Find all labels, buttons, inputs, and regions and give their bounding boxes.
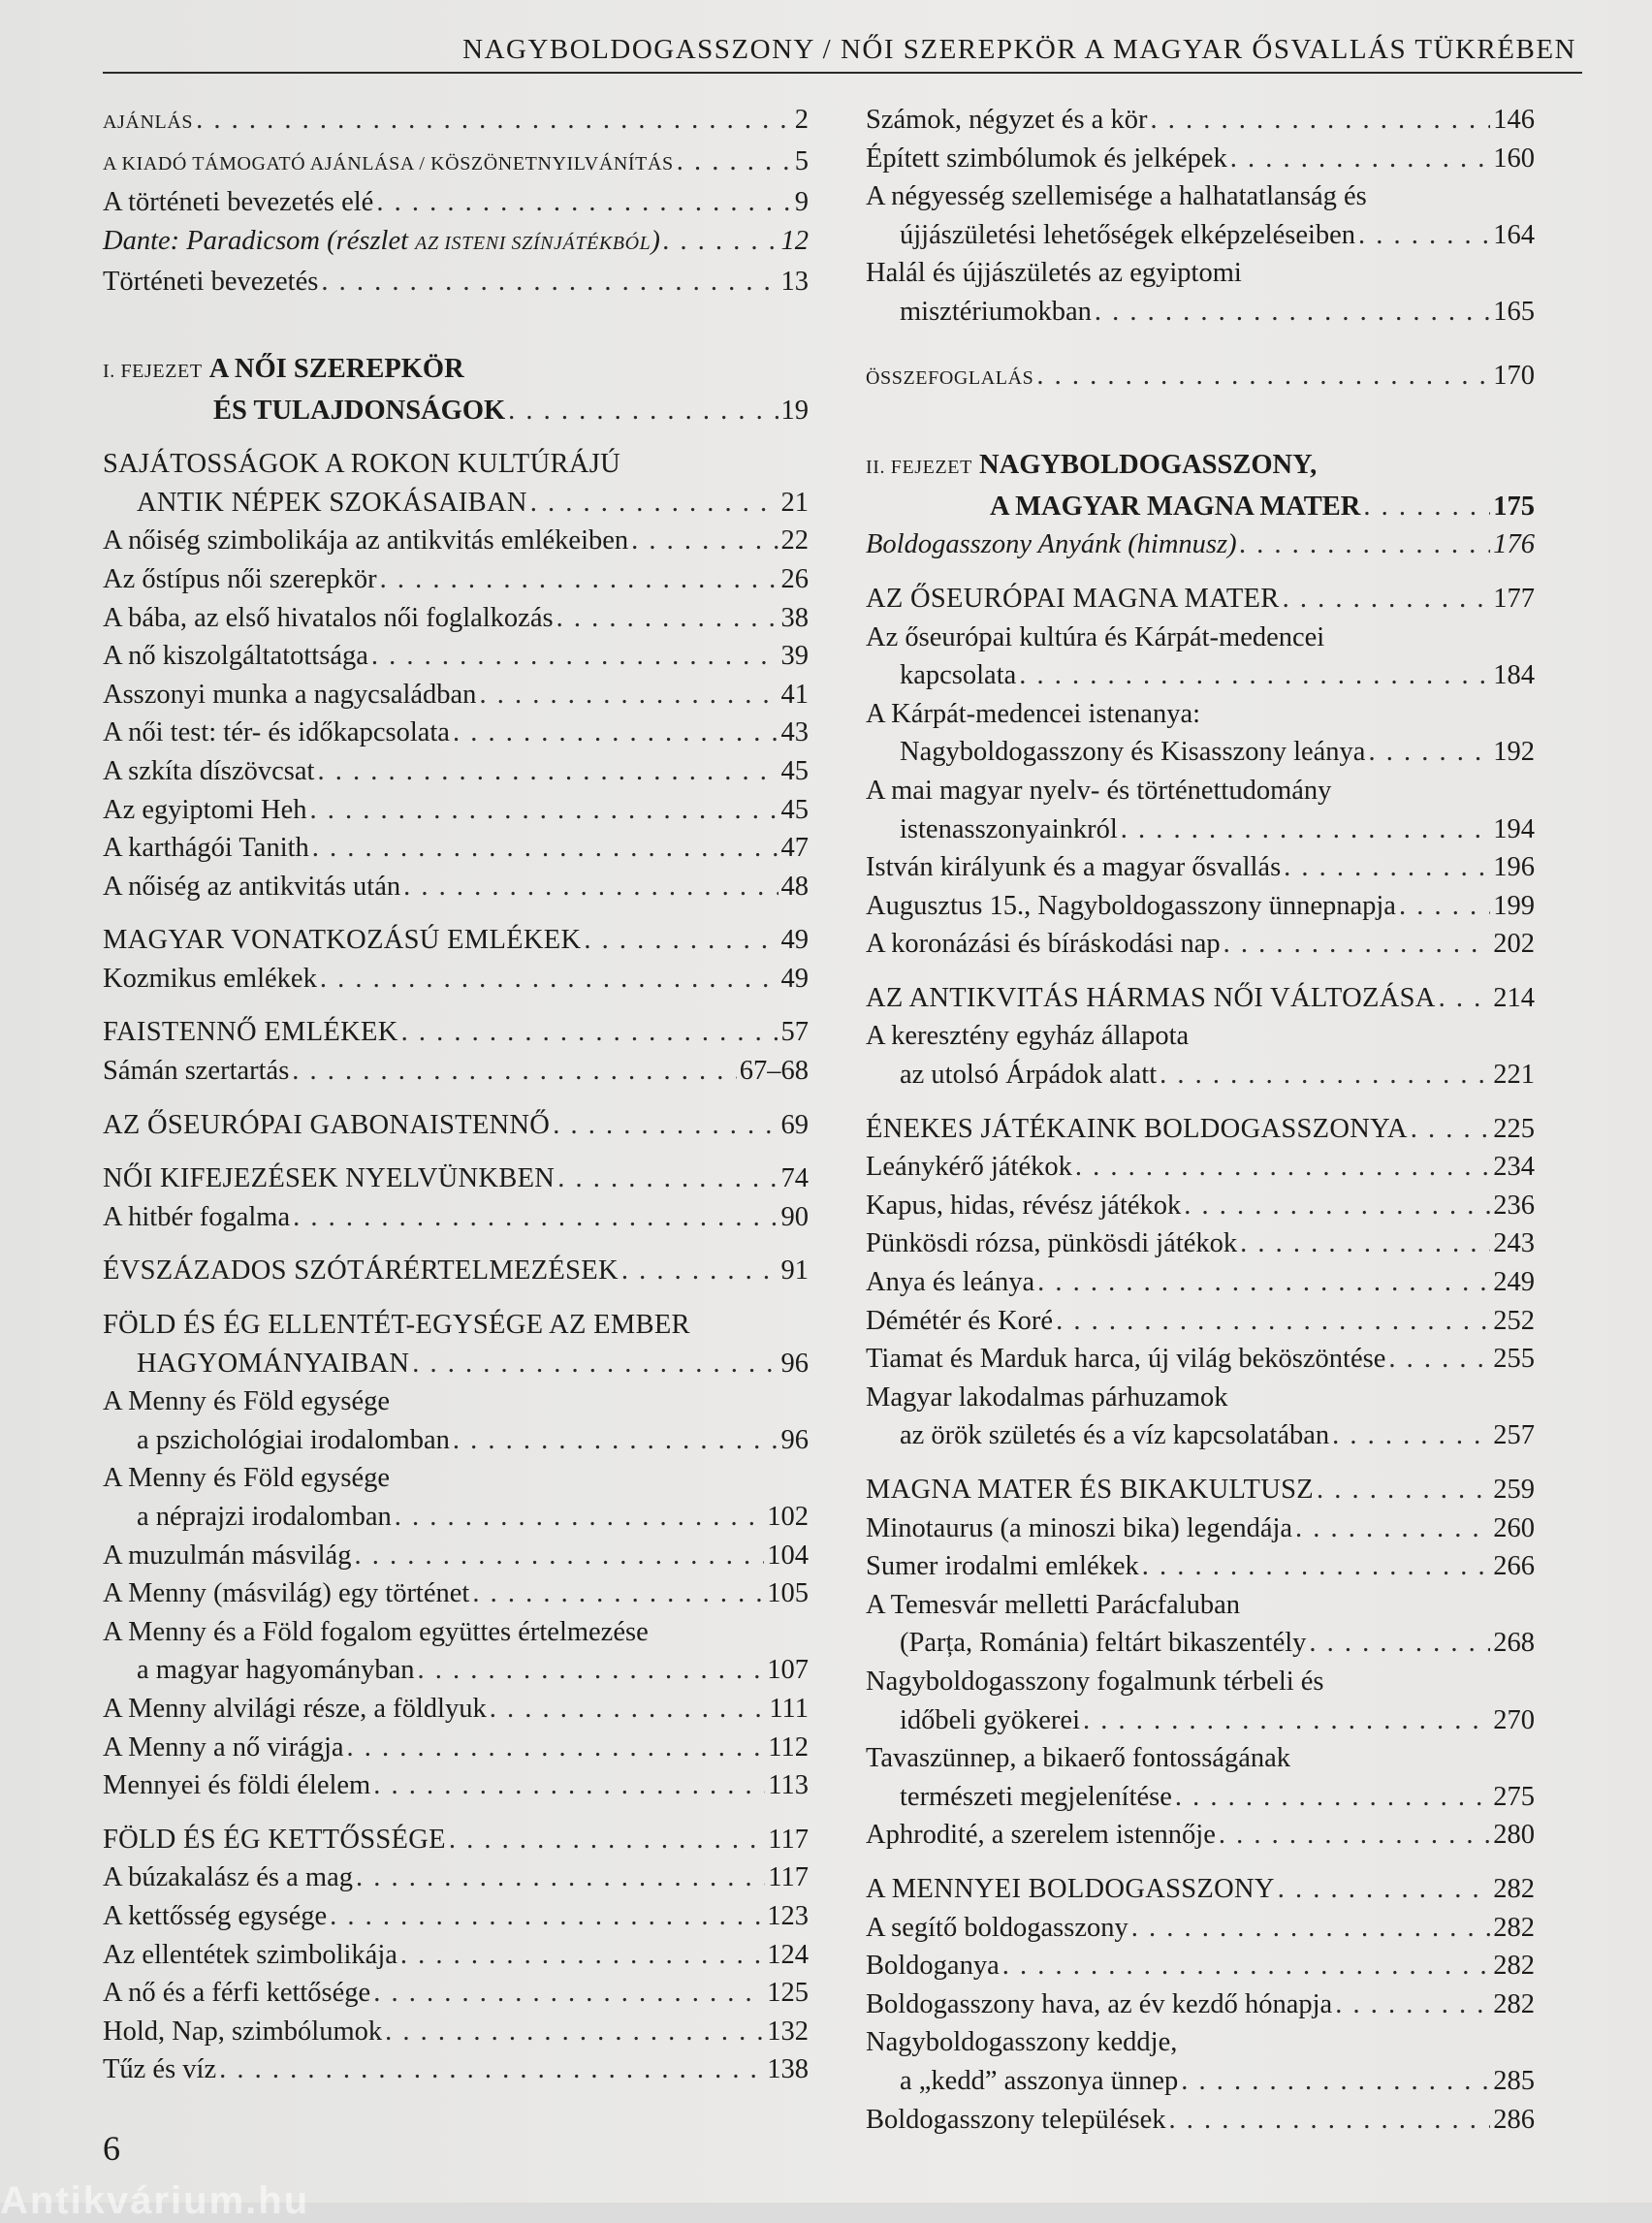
toc-entry: Tavaszünnep, a bikaerő fontosságának természeti megjelenítése . . . 275 bbox=[866, 1739, 1535, 1816]
toc-right-column bbox=[866, 101, 1535, 2139]
toc-entry: Az egyiptomi Heh . . . 45 bbox=[103, 791, 809, 830]
toc-entry: Az őstípus női szerepkör . . . 26 bbox=[103, 560, 809, 599]
toc-entry: István királyunk és a magyar ősvallás . . . 196 bbox=[866, 848, 1535, 887]
toc-entry: Tűz és víz . . . 138 bbox=[103, 2050, 809, 2089]
toc-section: AZ ŐSEURÓPAI MAGNA MATER . . . 177 bbox=[866, 580, 1535, 619]
toc-entry: Minotaurus (a minoszi bika) legendája . . . 260 bbox=[866, 1509, 1535, 1548]
toc-entry: Halál és újjászületés az egyiptomi misztériumokban . . . 165 bbox=[866, 254, 1535, 331]
toc-entry: A Menny és a Föld fogalom együttes értelmezése a magyar hagyományban . . . 107 bbox=[103, 1613, 809, 1690]
page-number: 6 bbox=[103, 2129, 120, 2168]
running-header bbox=[103, 29, 1582, 74]
toc-entry: Dante: Paradicsom (részlet AZ ISTENI SZÍNJÁTÉKBÓL ) . . . 12 bbox=[103, 222, 809, 264]
toc-entry: A segítő boldogasszony . . . 282 bbox=[866, 1909, 1535, 1948]
toc-section: NŐI KIFEJEZÉSEK NYELVÜNKBEN . . . 74 bbox=[103, 1159, 809, 1198]
toc-entry: A koronázási és bíráskodási nap . . . 202 bbox=[866, 925, 1535, 964]
toc-chapter-heading: I. FEJEZET A NŐI SZEREPKÖR ÉS TULAJDONSÁGOK . . . 19 bbox=[103, 350, 809, 429]
toc-section: FÖLD ÉS ÉG ELLENTÉT-EGYSÉGE AZ EMBER HAGYOMÁNYAIBAN . . . 96 bbox=[103, 1306, 809, 1382]
toc-entry: Sumer irodalmi emlékek . . . 266 bbox=[866, 1547, 1535, 1586]
toc-section: ÉVSZÁZADOS SZÓTÁRÉRTELMEZÉSEK . . . 91 bbox=[103, 1252, 809, 1290]
toc-entry: A keresztény egyház állapota az utolsó Árpádok alatt . . . 221 bbox=[866, 1017, 1535, 1094]
toc-section: FÖLD ÉS ÉG KETTŐSSÉGE . . . 117 bbox=[103, 1821, 809, 1859]
toc-entry: Anya és leánya . . . 249 bbox=[866, 1263, 1535, 1302]
toc-entry: A búzakalász és a mag . . . 117 bbox=[103, 1858, 809, 1897]
toc-entry: Boldogasszony Anyánk (himnusz) . . . 176 bbox=[866, 525, 1535, 564]
toc-entry: Pünkösdi rózsa, pünkösdi játékok . . . 243 bbox=[866, 1224, 1535, 1263]
toc-entry: Boldogasszony hava, az év kezdő hónapja . . . 282 bbox=[866, 1985, 1535, 2024]
toc-entry: A Menny (másvilág) egy történet . . . 105 bbox=[103, 1574, 809, 1613]
toc-entry: A négyesség szellemisége a halhatatlanság és újjászületési lehetőségek elképzeléseiben . . . 164 bbox=[866, 177, 1535, 254]
toc-section: A MENNYEI BOLDOGASSZONY . . . 282 bbox=[866, 1870, 1535, 1909]
toc-entry: A karthágói Tanith . . . 47 bbox=[103, 829, 809, 868]
toc-entry: A nőiség az antikvitás után . . . 48 bbox=[103, 868, 809, 906]
toc-section: SAJÁTOSSÁGOK A ROKON KULTÚRÁJÚ ANTIK NÉPEK SZOKÁSAIBAN . . . 21 bbox=[103, 445, 809, 522]
toc-chapter-heading: II. FEJEZET NAGYBOLDOGASSZONY, A MAGYAR MAGNA MATER . . . 175 bbox=[866, 446, 1535, 525]
toc-entry: Kozmikus emlékek . . . 49 bbox=[103, 960, 809, 999]
toc-entry: Sámán szertartás . . . 67–68 bbox=[103, 1052, 809, 1091]
toc-entry: Számok, négyzet és a kör . . . 146 bbox=[866, 101, 1535, 140]
toc-section: MAGNA MATER ÉS BIKAKULTUSZ . . . 259 bbox=[866, 1471, 1535, 1509]
toc-entry: Démétér és Koré . . . 252 bbox=[866, 1302, 1535, 1341]
toc-entry: Leánykérő játékok . . . 234 bbox=[866, 1148, 1535, 1187]
toc-entry: A Menny alvilági része, a földlyuk . . . 111 bbox=[103, 1690, 809, 1729]
toc-entry: Történeti bevezetés . . . 13 bbox=[103, 263, 809, 302]
toc-entry: A Temesvár melletti Parácfaluban (Parța, Románia) feltárt bikaszentély . . . 268 bbox=[866, 1586, 1535, 1663]
watermark: Antikvárium.hu bbox=[0, 2179, 310, 2222]
toc-entry: A muzulmán másvilág . . . 104 bbox=[103, 1537, 809, 1575]
toc-section: AZ ŐSEURÓPAI GABONAISTENNŐ . . . 69 bbox=[103, 1106, 809, 1145]
toc-entry: Aphrodité, a szerelem istennője . . . 280 bbox=[866, 1816, 1535, 1855]
toc-entry: Nagyboldogasszony keddje, a „kedd” asszonya ünnep . . . 285 bbox=[866, 2023, 1535, 2100]
header-title: NAGYBOLDOGASSZONY / NŐI SZEREPKÖR A MAGYAR ŐSVALLÁS TÜKRÉBEN bbox=[462, 34, 1576, 65]
toc-entry: Boldogasszony települések . . . 286 bbox=[866, 2101, 1535, 2140]
toc-entry: A hitbér fogalma . . . 90 bbox=[103, 1198, 809, 1237]
toc-entry: A KIADÓ TÁMOGATÓ AJÁNLÁSA / KÖSZÖNETNYILVÁNÍTÁS . . . 5 bbox=[103, 143, 809, 184]
toc-entry: Épített szimbólumok és jelképek . . . 160 bbox=[866, 140, 1535, 178]
toc-entry: Hold, Nap, szimbólumok . . . 132 bbox=[103, 2013, 809, 2051]
toc-entry: A szkíta díszövcsat . . . 45 bbox=[103, 752, 809, 791]
toc-entry: A Kárpát-medencei istenanya: Nagyboldogasszony és Kisasszony leánya . . . 192 bbox=[866, 695, 1535, 772]
toc-entry: Kapus, hidas, révész játékok . . . 236 bbox=[866, 1187, 1535, 1225]
toc-entry: Az ellentétek szimbolikája . . . 124 bbox=[103, 1936, 809, 1975]
toc-entry: A mai magyar nyelv- és történettudomány istenasszonyainkról . . . 194 bbox=[866, 772, 1535, 848]
toc-entry: AJÁNLÁS . . . 2 bbox=[103, 101, 809, 143]
toc-entry: A Menny a nő virágja . . . 112 bbox=[103, 1729, 809, 1767]
toc-section: ÉNEKES JÁTÉKAINK BOLDOGASSZONYA . . . 225 bbox=[866, 1110, 1535, 1149]
toc-entry: Asszonyi munka a nagycsaládban . . . 41 bbox=[103, 676, 809, 715]
toc-entry: A kettősség egysége . . . 123 bbox=[103, 1897, 809, 1936]
toc-entry: Az őseurópai kultúra és Kárpát-medencei kapcsolata . . . 184 bbox=[866, 619, 1535, 695]
toc-entry: Boldoganya . . . 282 bbox=[866, 1947, 1535, 1985]
toc-entry: Magyar lakodalmas párhuzamok az örök születés és a víz kapcsolatában . . . 257 bbox=[866, 1379, 1535, 1455]
toc-section: MAGYAR VONATKOZÁSÚ EMLÉKEK . . . 49 bbox=[103, 921, 809, 960]
toc-entry: ÖSSZEFOGLALÁS . . . 170 bbox=[866, 357, 1535, 398]
toc-entry: Tiamat és Marduk harca, új világ beköszöntése . . . 255 bbox=[866, 1340, 1535, 1379]
toc-entry: A nő és a férfi kettősége . . . 125 bbox=[103, 1974, 809, 2013]
toc-left-column bbox=[103, 101, 809, 2089]
toc-entry: A nő kiszolgáltatottsága . . . 39 bbox=[103, 637, 809, 676]
toc-entry: Mennyei és földi élelem . . . 113 bbox=[103, 1766, 809, 1805]
toc-entry: A történeti bevezetés elé . . . 9 bbox=[103, 183, 809, 222]
toc-entry: A Menny és Föld egysége a pszichológiai irodalomban . . . 96 bbox=[103, 1382, 809, 1459]
toc-entry: Augusztus 15., Nagyboldogasszony ünnepnapja . . . 199 bbox=[866, 887, 1535, 926]
toc-section: AZ ANTIKVITÁS HÁRMAS NŐI VÁLTOZÁSA . . . 214 bbox=[866, 979, 1535, 1018]
toc-entry: Nagyboldogasszony fogalmunk térbeli és időbeli gyökerei . . . 270 bbox=[866, 1663, 1535, 1739]
toc-entry: A nőiség szimbolikája az antikvitás emlékeiben . . . 22 bbox=[103, 522, 809, 560]
toc-section: FAISTENNŐ EMLÉKEK . . . 57 bbox=[103, 1013, 809, 1052]
toc-entry: A bába, az első hivatalos női foglalkozás . . . 38 bbox=[103, 599, 809, 638]
toc-entry: A Menny és Föld egysége a néprajzi irodalomban . . . 102 bbox=[103, 1459, 809, 1536]
toc-entry: A női test: tér- és időkapcsolata . . . 43 bbox=[103, 714, 809, 752]
